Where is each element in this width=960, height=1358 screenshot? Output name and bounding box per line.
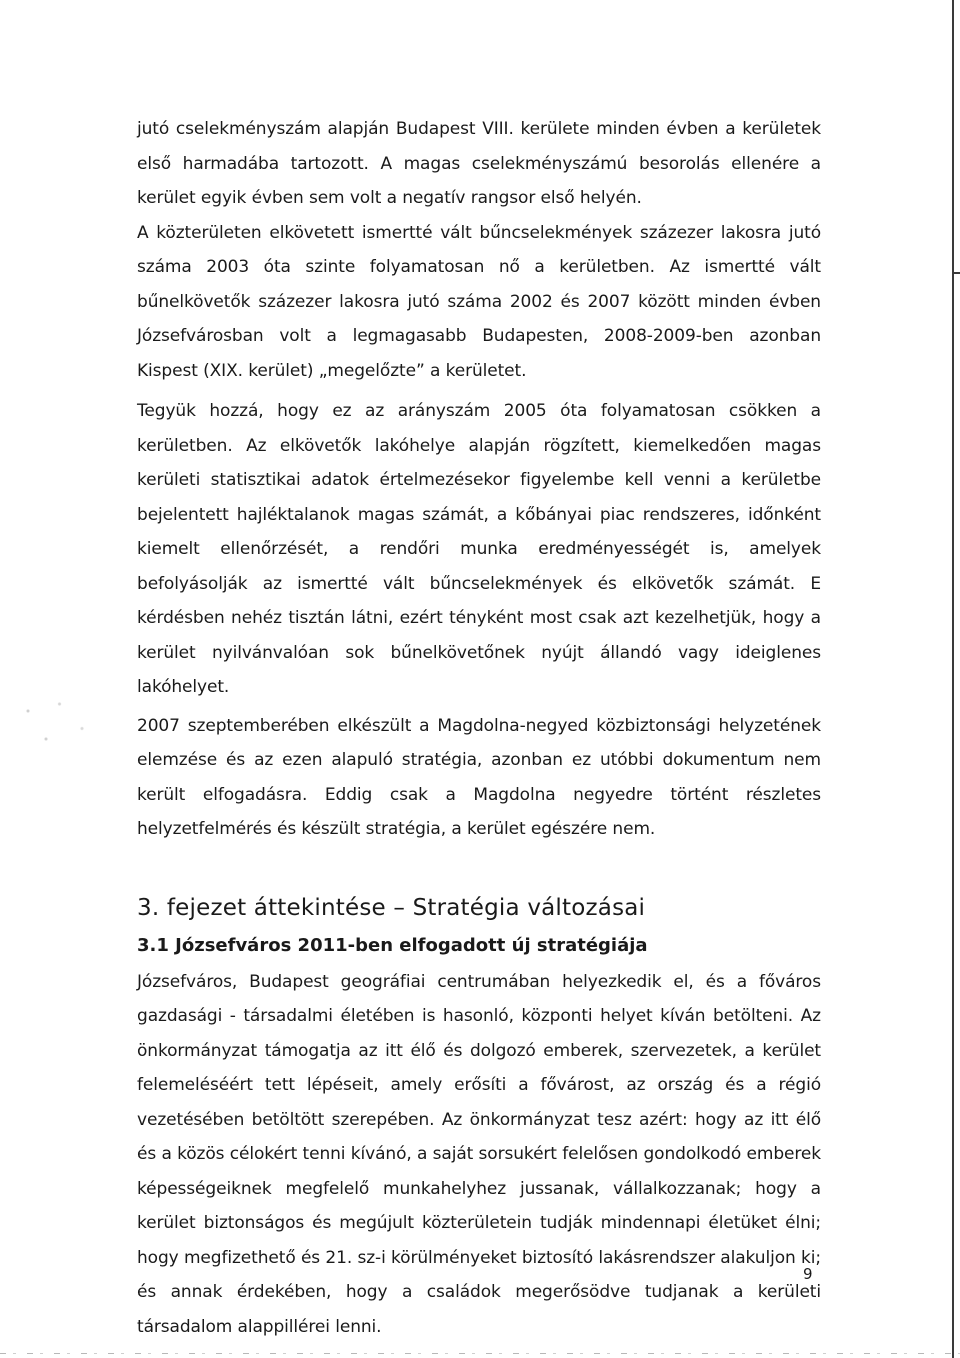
paragraph-ratio-decline: Tegyük hozzá, hogy ez az arányszám 2005 óta folyamatosan csökken a kerületben. Az elkövetők lakóhelye alapján rögzített, kiemelkedően magas kerületi statisztikai adatok értelmezésekor figyelembe kell venni a kerületbe bejelentett hajléktalanok magas számát, a kőbányai piac rendszeres, időnként kiemelt ellenőrzését, a rendőri munka eredményességét is, amelyek befolyásolják az ismertté vált bűncselekmények és elkövetők számát. E kérdésben nehéz tisztán látni, ezért tényként most csak azt kezelhetjük, hogy a kerület nyilvánvalóan sok bűnelkövetőnek nyújt állandó vagy ideiglenes lakóhelyet. [137, 401, 821, 697]
paragraph-strategy-2011: Józsefváros, Budapest geográfiai centrumában helyezkedik el, és a főváros gazdasági - társadalmi életében is hasonló, központi helyet kíván betölteni. Az önkormányzat támogatja az itt élő és dolgozó emberek, szervezetek, a kerület felemeléséért tett lépéseit, amely erősíti a fővárost, az ország és a régió vezetésében betöltött szerepében. Az önkormányzat tesz azért: hogy az itt élő és a közös célokért tenni kívánó, a saját sorsukért felelősen gondolkodó emberek képességeiknek megfelelő munkahelyhez jussanak, vállalkozzanak; hogy a kerület biztonságos és megújult közterületein tudják mindennapi életüket élni; hogy megfizethető és 21. sz-i körülményeket biztosító lakásrendszer alakuljon ki; és annak érdekében, hogy a családok megerősödve tudjanak a kerületi társadalom alappillérei lenni. [137, 971, 821, 1337]
document-page [137, 112, 821, 1344]
scan-bottom-noise [0, 1353, 960, 1354]
page-number: 9 [803, 1265, 813, 1283]
paragraph-public-space-crime: A közterületen elkövetett ismertté vált bűncselekmények százezer lakosra jutó száma 2003 óta szinte folyamatosan nő a kerületben. Az ismertté vált bűnelkövetők százezer lakosra jutó száma 2002 és 2007 között minden évben Józsefvárosban volt a legmagasabb Budapesten, 2008-2009-ben azonban Kispest (XIX. kerület) „megelőzte” a kerületet. [137, 222, 821, 381]
scan-edge-tick [952, 272, 960, 274]
section-heading: 3.1 Józsefváros 2011-ben elfogadott új stratégiája [137, 934, 648, 956]
chapter-heading: 3. fejezet áttekintése – Stratégia változásai [137, 894, 646, 921]
scan-edge-line [952, 0, 954, 1358]
scan-specks [10, 690, 100, 760]
paragraph-magdolna-strategy: 2007 szeptemberében elkészült a Magdolna-negyed közbiztonsági helyzetének elemzése és az ezen alapuló stratégia, azonban ez utóbbi dokumentum nem került elfogadásra. Eddig csak a Magdolna negyedre történt részletes helyzetfelmérés és készült stratégia, a kerület egészére nem. [137, 715, 821, 839]
paragraph-crime-ranking: jutó cselekményszám alapján Budapest VIII. kerülete minden évben a kerületek első harmadába tartozott. A magas cselekményszámú besorolás ellenére a kerület egyik évben sem volt a negatív rangsor első helyén. [137, 119, 821, 208]
